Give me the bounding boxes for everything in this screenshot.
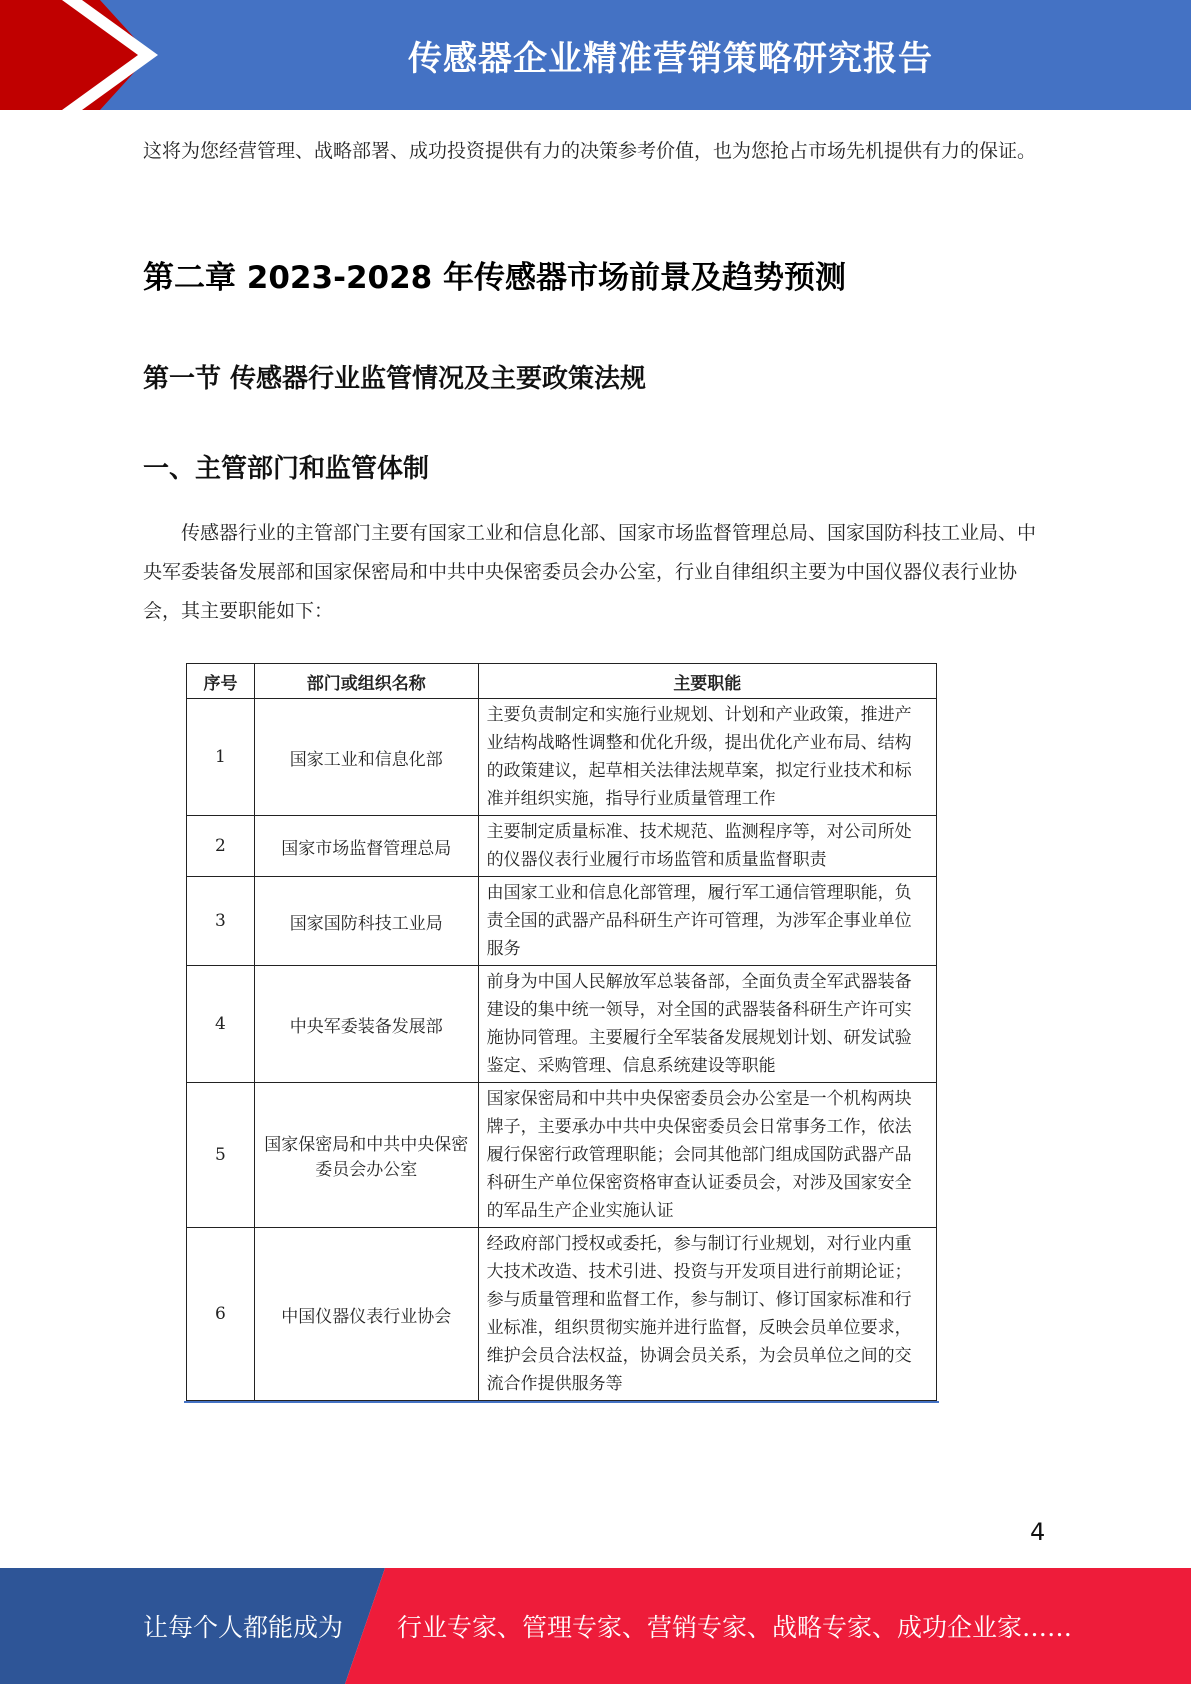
table-row — [187, 1228, 937, 1401]
page-number: 4 — [1030, 1518, 1046, 1546]
body-block — [143, 514, 1045, 631]
section-block — [143, 358, 1045, 395]
row-name: 中央军委装备发展部 — [254, 966, 478, 1083]
row-no: 5 — [187, 1083, 255, 1228]
chapter-title: 第二章 2023-2028 年传感器市场前景及趋势预测 — [143, 260, 847, 296]
table-row — [187, 877, 937, 966]
table-underline-divider — [184, 1401, 939, 1403]
row-name: 国家工业和信息化部 — [254, 699, 478, 816]
row-name: 国家市场监督管理总局 — [254, 816, 478, 877]
row-name: 中国仪器仪表行业协会 — [254, 1228, 478, 1401]
subsection-block — [143, 448, 1045, 485]
table-row — [187, 816, 937, 877]
page-footer-band — [0, 1568, 1191, 1684]
body-paragraph: 传感器行业的主管部门主要有国家工业和信息化部、国家市场监督管理总局、国家国防科技工业局、中央军委装备发展部和国家保密局和中共中央保密委员会办公室，行业自律组织主要为中国仪器仪表行业协会，其主要职能如下： — [143, 522, 1037, 622]
table-header-row — [187, 664, 937, 699]
header-duty: 主要职能 — [478, 664, 936, 699]
table-row — [187, 966, 937, 1083]
report-title: 传感器企业精准营销策略研究报告 — [408, 38, 933, 79]
intro-paragraph: 这将为您经营管理、战略部署、成功投资提供有力的决策参考价值，也为您抢占市场先机提供有力的保证。 — [143, 140, 1037, 162]
subsection-title: 一、主管部门和监管体制 — [143, 454, 430, 484]
row-no: 6 — [187, 1228, 255, 1401]
footer-slogan-right: 行业专家、管理专家、营销专家、战略专家、成功企业家…… — [397, 1613, 1073, 1642]
header-no: 序号 — [187, 664, 255, 699]
row-duty: 主要制定质量标准、技术规范、监测程序等，对公司所处的仪器仪表行业履行市场监管和质量监督职责 — [478, 816, 936, 877]
row-duty: 国家保密局和中共中央保密委员会办公室是一个机构两块牌子，主要承办中共中央保密委员会日常事务工作，依法履行保密行政管理职能；会同其他部门组成国防武器产品科研生产单位保密资格审查认证委员会，对涉及国家安全的军品生产企业实施认证 — [478, 1083, 936, 1228]
header-name: 部门或组织名称 — [254, 664, 478, 699]
row-no: 4 — [187, 966, 255, 1083]
header-red-arrow — [0, 0, 150, 110]
authority-table — [186, 663, 937, 1401]
row-duty: 经政府部门授权或委托，参与制订行业规划，对行业内重大技术改造、技术引进、投资与开发项目进行前期论证；参与质量管理和监督工作，参与制订、修订国家标准和行业标准，组织贯彻实施并进行监督，反映会员单位要求，维护会员合法权益，协调会员关系，为会员单位之间的交流合作提供服务等 — [478, 1228, 936, 1401]
footer-slogan-left: 让每个人都能成为 — [143, 1613, 344, 1642]
table-row — [187, 1083, 937, 1228]
row-duty: 主要负责制定和实施行业规划、计划和产业政策，推进产业结构战略性调整和优化升级，提出优化产业布局、结构的政策建议，起草相关法律法规草案，拟定行业技术和标准并组织实施，指导行业质量管理工作 — [478, 699, 936, 816]
chapter-block — [143, 252, 1045, 297]
row-no: 1 — [187, 699, 255, 816]
row-name: 国家保密局和中共中央保密委员会办公室 — [254, 1083, 478, 1228]
section-title: 第一节 传感器行业监管情况及主要政策法规 — [143, 364, 647, 394]
page-header-band — [0, 0, 1191, 110]
intro-block — [143, 132, 1045, 171]
authority-table-wrapper — [186, 663, 937, 1403]
table-row — [187, 699, 937, 816]
row-duty: 由国家工业和信息化部管理，履行军工通信管理职能，负责全国的武器产品科研生产许可管理，为涉军企事业单位服务 — [478, 877, 936, 966]
row-no: 3 — [187, 877, 255, 966]
row-no: 2 — [187, 816, 255, 877]
row-name: 国家国防科技工业局 — [254, 877, 478, 966]
row-duty: 前身为中国人民解放军总装备部，全面负责全军武器装备建设的集中统一领导，对全国的武器装备科研生产许可实施协同管理。主要履行全军装备发展规划计划、研发试验鉴定、采购管理、信息系统建设等职能 — [478, 966, 936, 1083]
